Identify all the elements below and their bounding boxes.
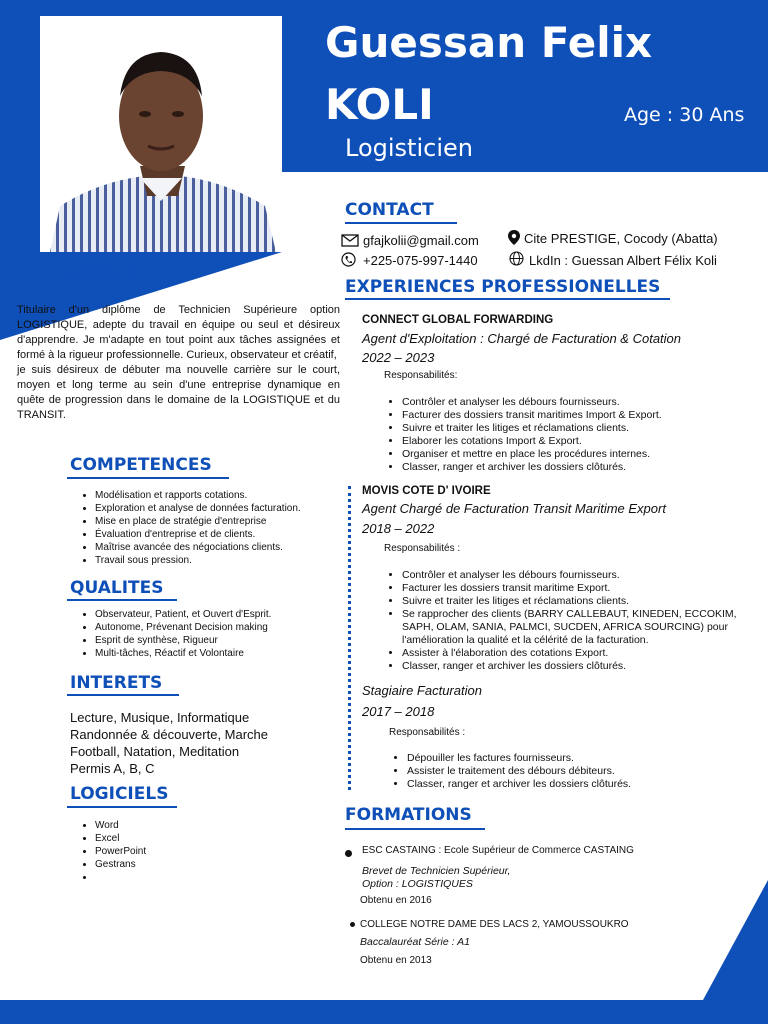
bullet-dot	[345, 850, 352, 857]
interets-text	[70, 709, 268, 777]
list-item: • Suivre et traiter les litiges et réclamations clients.	[402, 595, 762, 608]
contact-title: CONTACT	[345, 200, 434, 220]
job-resp-list	[389, 752, 737, 791]
profile-photo	[40, 16, 282, 252]
interets-line: Lecture, Musique, Informatique	[70, 710, 250, 725]
list-item: • Se rapprocher des clients (BARRY CALLEBAUT, KINEDEN, ECCOKIM, SAPH, OLAM, SANIA, PALMCI, SUCDEN, AFRICA SOURCING) pour l'amélioration la qualité et la célérité de la facturation.	[402, 608, 762, 647]
job-company: CONNECT GLOBAL FORWARDING	[362, 314, 554, 326]
job-position: Agent Chargé de Facturation Transit Maritime Export	[362, 501, 666, 516]
job-dates: 2018 – 2022	[362, 521, 435, 536]
formation-school: ESC CASTAING : Ecole Supérieur de Commerce CASTAING	[362, 845, 634, 856]
profil-paragraph-1: Titulaire d'un diplôme de Technicien Supérieure option LOGISTIQUE, adepte du travail en équipe ou seul et désireux d'apprendre. Je m'adapte en tout point aux tâches assignées et formé à la rigueur professionnelle. Curieux, observateur et créatif,	[17, 304, 340, 361]
job-resp-label: Responsabilités :	[389, 727, 466, 738]
interets-line: Football, Natation, Meditation	[70, 744, 240, 759]
name-last-line: KOLI	[325, 80, 434, 129]
list-item: • Classer, ranger et archiver les dossiers clôturés.	[402, 461, 732, 474]
profil-text	[17, 303, 340, 423]
logiciels-underline	[67, 806, 177, 808]
list-item: • Multi-tâches, Réactif et Volontaire	[95, 647, 360, 660]
job-resp-list	[384, 569, 762, 673]
job-position: Agent d'Exploitation : Chargé de Facturation & Cotation	[362, 331, 682, 346]
job-position: Stagiaire Facturation	[362, 683, 482, 698]
formation-degree: Brevet de Technicien Supérieur,	[362, 865, 511, 877]
interets-line: Permis A, B, C	[70, 761, 155, 776]
formation-degree: Baccalauréat Série : A1	[360, 936, 470, 948]
experiences-underline	[345, 298, 670, 300]
list-item: • Organiser et mettre en place les procédures internes.	[402, 448, 732, 461]
list-item: • Contrôler et analyser les débours fournisseurs.	[402, 569, 762, 582]
list-item: • Modélisation et rapports cotations.	[95, 489, 360, 502]
list-item: • Contrôler et analyser les débours fournisseurs.	[402, 396, 732, 409]
list-item: • Évaluation d'entreprise et de clients.	[95, 528, 360, 541]
list-item: • Facturer des dossiers transit maritimes Import & Export.	[402, 409, 732, 422]
logiciels-list	[77, 819, 295, 884]
location-pin-icon	[507, 229, 521, 246]
formations-underline	[345, 828, 485, 830]
list-item: • Autonome, Prévenant Decision making	[95, 621, 360, 634]
timeline-dotted-line	[348, 486, 351, 790]
list-item: • Esprit de synthèse, Rigueur	[95, 634, 360, 647]
formation-school: COLLEGE NOTRE DAME DES LACS 2, YAMOUSSOUKRO	[360, 919, 629, 930]
list-item: • Observateur, Patient, et Ouvert d'Esprit.	[95, 608, 360, 621]
contact-underline	[345, 222, 457, 224]
profil-title: PROFIL	[70, 266, 139, 286]
globe-icon	[509, 251, 524, 266]
formation-obtained: Obtenu en 2013	[360, 955, 432, 966]
contact-linkedin[interactable]: LkdIn : Guessan Albert Félix Koli	[529, 253, 717, 268]
list-item: • Mise en place de stratégie d'entreprise	[95, 515, 360, 528]
job-role: Logisticien	[345, 134, 473, 162]
interets-title: INTERETS	[70, 673, 163, 693]
profil-underline	[67, 288, 157, 290]
job-dates: 2022 – 2023	[362, 350, 435, 365]
list-item: • Classer, ranger et archiver les dossiers clôturés.	[407, 778, 737, 791]
list-item	[95, 871, 295, 884]
job-resp-label: Responsabilités :	[384, 543, 461, 554]
formations-title: FORMATIONS	[345, 805, 472, 825]
qualites-underline	[67, 599, 177, 601]
list-item: • Facturer les dossiers transit maritime Export.	[402, 582, 762, 595]
list-item: • Assister le traitement des débours débiteurs.	[407, 765, 737, 778]
competences-title: COMPETENCES	[70, 455, 212, 475]
job-dates: 2017 – 2018	[362, 704, 435, 719]
list-item: • Exploration et analyse de données facturation.	[95, 502, 360, 515]
contact-email[interactable]: gfajkolii@gmail.com	[363, 233, 479, 248]
job-resp-list	[384, 396, 732, 474]
age: Age : 30 Ans	[624, 104, 745, 126]
list-item: • Dépouiller les factures fournisseurs.	[407, 752, 737, 765]
name-first-line: Guessan Felix	[325, 18, 653, 67]
list-item: • Maîtrise avancée des négociations clients.	[95, 541, 360, 554]
logiciels-title: LOGICIELS	[70, 784, 169, 804]
job-company: MOVIS COTE D' IVOIRE	[362, 485, 491, 497]
competences-underline	[67, 477, 229, 479]
list-item: • PowerPoint	[95, 845, 295, 858]
list-item: • Gestrans	[95, 858, 295, 871]
formation-obtained: Obtenu en 2016	[360, 895, 432, 906]
bullet-dot	[350, 922, 355, 927]
interets-line: Randonnée & découverte, Marche	[70, 727, 269, 742]
list-item: • Elaborer les cotations Import & Export.	[402, 435, 732, 448]
contact-address: Cite PRESTIGE, Cocody (Abatta)	[524, 231, 718, 246]
qualites-list	[77, 608, 360, 660]
formation-option: Option : LOGISTIQUES	[362, 878, 473, 890]
qualites-title: QUALITES	[70, 578, 164, 598]
competences-list	[77, 489, 360, 567]
list-item: • Classer, ranger et archiver les dossiers clôturés.	[402, 660, 762, 673]
job-resp-label: Responsabilités:	[384, 370, 458, 381]
bottom-bar	[0, 1000, 768, 1024]
phone-icon	[341, 252, 356, 267]
mail-icon	[341, 234, 359, 247]
contact-phone[interactable]: +225-075-997-1440	[363, 253, 478, 268]
list-item: • Word	[95, 819, 295, 832]
list-item: • Suivre et traiter les litiges et réclamations clients.	[402, 422, 732, 435]
list-item: • Assister à l'élaboration des cotations Export.	[402, 647, 762, 660]
experiences-title: EXPERIENCES PROFESSIONELLES	[345, 277, 661, 297]
profil-paragraph-2: je suis désireux de débuter ma nouvelle carrière sur le court, moyen et long terme au sein d'une entreprise dynamique en quête de progression dans le domaine de la LOGISTIQUE et du TRANSIT.	[17, 364, 340, 421]
list-item: • Excel	[95, 832, 295, 845]
list-item: • Travail sous pression.	[95, 554, 360, 567]
interets-underline	[67, 694, 179, 696]
